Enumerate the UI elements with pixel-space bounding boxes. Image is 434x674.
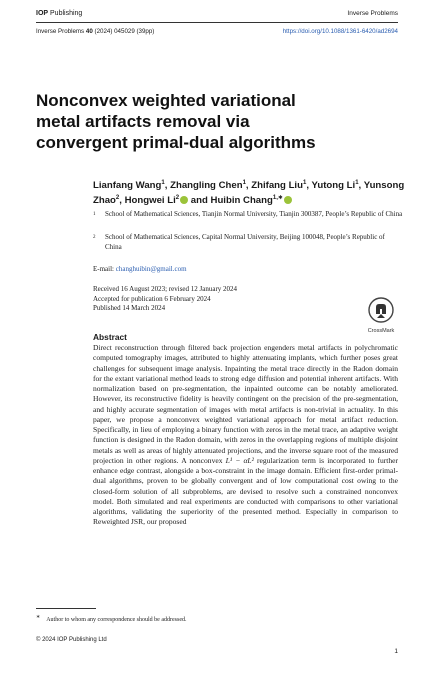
author-name: Zhifang Liu: [251, 180, 303, 192]
orcid-icon[interactable]: [284, 196, 292, 204]
affiliation-2: [93, 233, 403, 252]
abstract-text-part-2: regularization term is incorporated to further enhance edge contrast, alongside a box-constraint in the image domain. Efficient first-order primal-dual algorithms, proven to be globally convergent and of low computational cost owing to the closed-form solution of all subproblems, are devised to resolve such a constrained nonconvex model. Both simulated and real experiments are conducted with comparisons to other variational algorithms, validating the superiority of the presented method. Especially in comparison to Reweighted JSR, our proposed: [93, 455, 398, 527]
author-name: Hongwei Li: [124, 195, 176, 207]
email-link[interactable]: changhuibin@gmail.com: [115, 265, 187, 273]
header-rule: [36, 22, 398, 23]
abstract-heading: Abstract: [93, 332, 127, 342]
author-name: Yutong Li: [311, 180, 356, 192]
citation-volume: 40: [85, 28, 93, 35]
crossmark-label: CrossMark: [367, 328, 395, 334]
citation-rest: (2024) 045029 (39pp): [94, 28, 155, 35]
author-separator: ,: [164, 180, 171, 192]
author-separator: ,: [119, 195, 125, 207]
author-name: Huibin Chang: [210, 195, 273, 207]
publication-dates: [93, 285, 237, 314]
paper-title: Nonconvex weighted variational metal artifacts removal via convergent primal-dual algorithms: [36, 91, 316, 152]
publisher-logo-rest: Publishing: [50, 10, 83, 17]
publisher-logo: [36, 10, 82, 17]
author-affiliation-mark: 1,∗: [272, 195, 283, 202]
author-affiliation-mark: 1: [242, 180, 246, 186]
orcid-icon[interactable]: [180, 196, 188, 204]
affiliation-text: School of Mathematical Sciences, Tianjin Normal University, Tianjin 300387, People’s Republic of China: [105, 210, 403, 218]
author-separator: and: [188, 195, 211, 207]
author-affiliation-mark: 2: [115, 195, 120, 202]
crossmark-icon: [368, 297, 394, 323]
affiliation-1: [93, 210, 403, 220]
footnote-rule: [36, 608, 96, 609]
abstract-text-part-1: Direct reconstruction through filtered back projection engenders metal artifacts in polychromatic computed tomography images, attributed to highly attenuating implants, which further poses great challenges for subsequent image analysis. Inpainting the metal trace directly in the Radon domain for the extant variational method leads to strong edge diffusion and potential inherent artifacts. With normalization based on pre-segmentation, the inpainted outcome can be notably ameliorated. However, its reconstructive fidelity is heavily contingent on the precision of the pre-segmentation, and highly accurate segmentation of images with metal artifacts is non-trivial in actuality. In this paper, we propose a nonconvex weighted variational approach for metal artifact reduction. Specifically, in lieu of employing a binary function with zeros in the metal trace, an adaptive weight function is designed in the Radon domain, with zeros in the overlapping regions of multiple disjoint metals as well as areas of highly attenuated projections, and the inverse square root of the measured projection in other regions. A nonconvex: [93, 343, 398, 465]
citation: [36, 28, 154, 35]
publisher-logo-bold: IOP: [36, 10, 49, 17]
crossmark-badge[interactable]: [364, 297, 398, 334]
copyright-notice: © 2024 IOP Publishing Ltd: [36, 637, 107, 643]
citation-journal: Inverse Problems: [36, 28, 85, 35]
correspondence-footnote: [36, 614, 187, 623]
author-affiliation-mark: 1: [161, 180, 165, 186]
author-separator: ,: [358, 180, 364, 192]
published-date: Published 14 March 2024: [93, 304, 166, 312]
author-name: Lianfang Wang: [93, 180, 162, 192]
footnote-text: Author to whom any correspondence should be addressed.: [46, 617, 187, 623]
author-list: [93, 177, 408, 207]
author-name: Zhangling Chen: [170, 180, 243, 192]
journal-name: Inverse Problems: [347, 10, 398, 17]
footnote-mark: ∗: [36, 615, 41, 620]
affiliation-number: 1: [93, 212, 96, 217]
email-label: E-mail:: [93, 265, 114, 273]
author-affiliation-mark: 1: [355, 180, 359, 186]
author-affiliation-mark: 1: [302, 180, 307, 186]
abstract-math: L¹ − αL²: [225, 455, 254, 465]
author-separator: ,: [306, 180, 312, 192]
page-number: 1: [394, 648, 398, 655]
affiliation-number: 2: [93, 235, 96, 240]
accepted-date: Accepted for publication 6 February 2024: [93, 294, 211, 303]
author-name: Yunsong Zhao: [93, 180, 405, 207]
received-date: Received 16 August 2023; revised 12 January 2024: [93, 285, 238, 293]
author-affiliation-mark: 2: [175, 195, 180, 202]
email-line: [93, 265, 187, 273]
doi-link[interactable]: https://doi.org/10.1088/1361-6420/ad2694: [282, 28, 398, 35]
affiliation-text: School of Mathematical Sciences, Capital Normal University, Beijing 100048, People’s Republic of China: [105, 233, 385, 251]
author-separator: ,: [245, 180, 252, 192]
abstract-body: [93, 343, 398, 528]
